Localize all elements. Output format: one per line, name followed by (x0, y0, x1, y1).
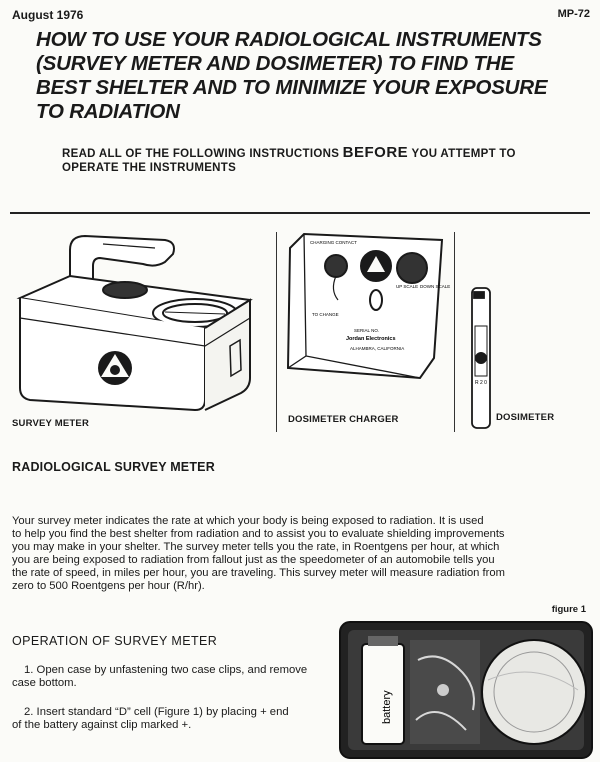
instructions-emphasis: BEFORE (342, 144, 409, 161)
body-paragraph (12, 515, 590, 592)
instructions-notice (62, 146, 562, 175)
title-line: TO RADIATION (36, 100, 180, 123)
title-line: HOW TO USE YOUR RADIOLOGICAL INSTRUMENTS (36, 28, 542, 51)
dosimeter-charger-caption: DOSIMETER CHARGER (288, 414, 399, 425)
charger-label-change: TO CHANGE (312, 312, 339, 317)
survey-meter-illustration (15, 228, 265, 413)
instructions-text-continued: YOU ATTEMPT TO (408, 148, 516, 160)
charger-label-down: DOWN SCALE (420, 284, 451, 289)
charger-label-serial: SERIAL NO. (354, 328, 380, 333)
step-line: case bottom. (12, 677, 77, 689)
operation-heading: OPERATION OF SURVEY METER (12, 634, 218, 648)
charger-label-place: ALHAMBRA, CALIFORNIA (350, 346, 405, 351)
publication-date: August 1976 (12, 8, 84, 22)
charger-label-charging: CHARGING CONTACT (310, 240, 357, 245)
battery-label: battery (381, 690, 393, 724)
dosimeter-charger-illustration (284, 228, 451, 388)
document-code: MP-72 (557, 8, 590, 20)
survey-meter-caption: SURVEY METER (12, 418, 90, 429)
operation-step-1 (12, 664, 332, 690)
figure1-illustration (338, 620, 596, 760)
instructions-line-2: OPERATE THE INSTRUMENTS (62, 162, 237, 174)
paragraph-line: Your survey meter indicates the rate at which your body is being exposed to radiation. It is used (12, 515, 484, 527)
step-line: of the battery against clip marked +. (12, 719, 192, 731)
charger-label-maker: Jordan Electronics (346, 336, 396, 342)
dosimeter-scale: R 2 0 (475, 380, 487, 386)
title-line: BEST SHELTER AND TO MINIMIZE YOUR EXPOSURE (36, 76, 548, 99)
page-title (36, 28, 581, 124)
step-line: 1. Open case by unfastening two case clips, and remove (24, 664, 308, 676)
paragraph-line: you may make in your shelter. The survey meter tells you the rate, in Roentgens per hour, at which (12, 540, 500, 553)
vertical-divider (276, 232, 277, 432)
step-line: 2. Insert standard “D” cell (Figure 1) by placing + end (24, 706, 289, 718)
paragraph-line: to help you find the best shelter from radiation and to assist you to evaluate shielding improvements (12, 527, 505, 540)
dosimeter-caption: DOSIMETER (496, 412, 555, 423)
paragraph-line: you are being exposed to radiation from fallout just as the speedometer of an automobile tells you (12, 553, 495, 566)
section-heading: RADIOLOGICAL SURVEY METER (12, 460, 215, 474)
operation-step-2 (12, 706, 332, 732)
paragraph-line: zero to 500 Roentgens per hour (R/hr). (12, 579, 205, 592)
instructions-text: READ ALL OF THE FOLLOWING INSTRUCTIONS (62, 148, 343, 160)
paragraph-line: the rate of speed, in miles per hour, you are traveling. This survey meter will measure radiation from (12, 566, 505, 579)
title-line: (SURVEY METER AND DOSIMETER) TO FIND THE (36, 52, 514, 75)
horizontal-divider (10, 212, 590, 214)
charger-label-up: UP SCALE (396, 284, 419, 289)
vertical-divider (454, 232, 455, 432)
figure-label: figure 1 (551, 604, 586, 615)
